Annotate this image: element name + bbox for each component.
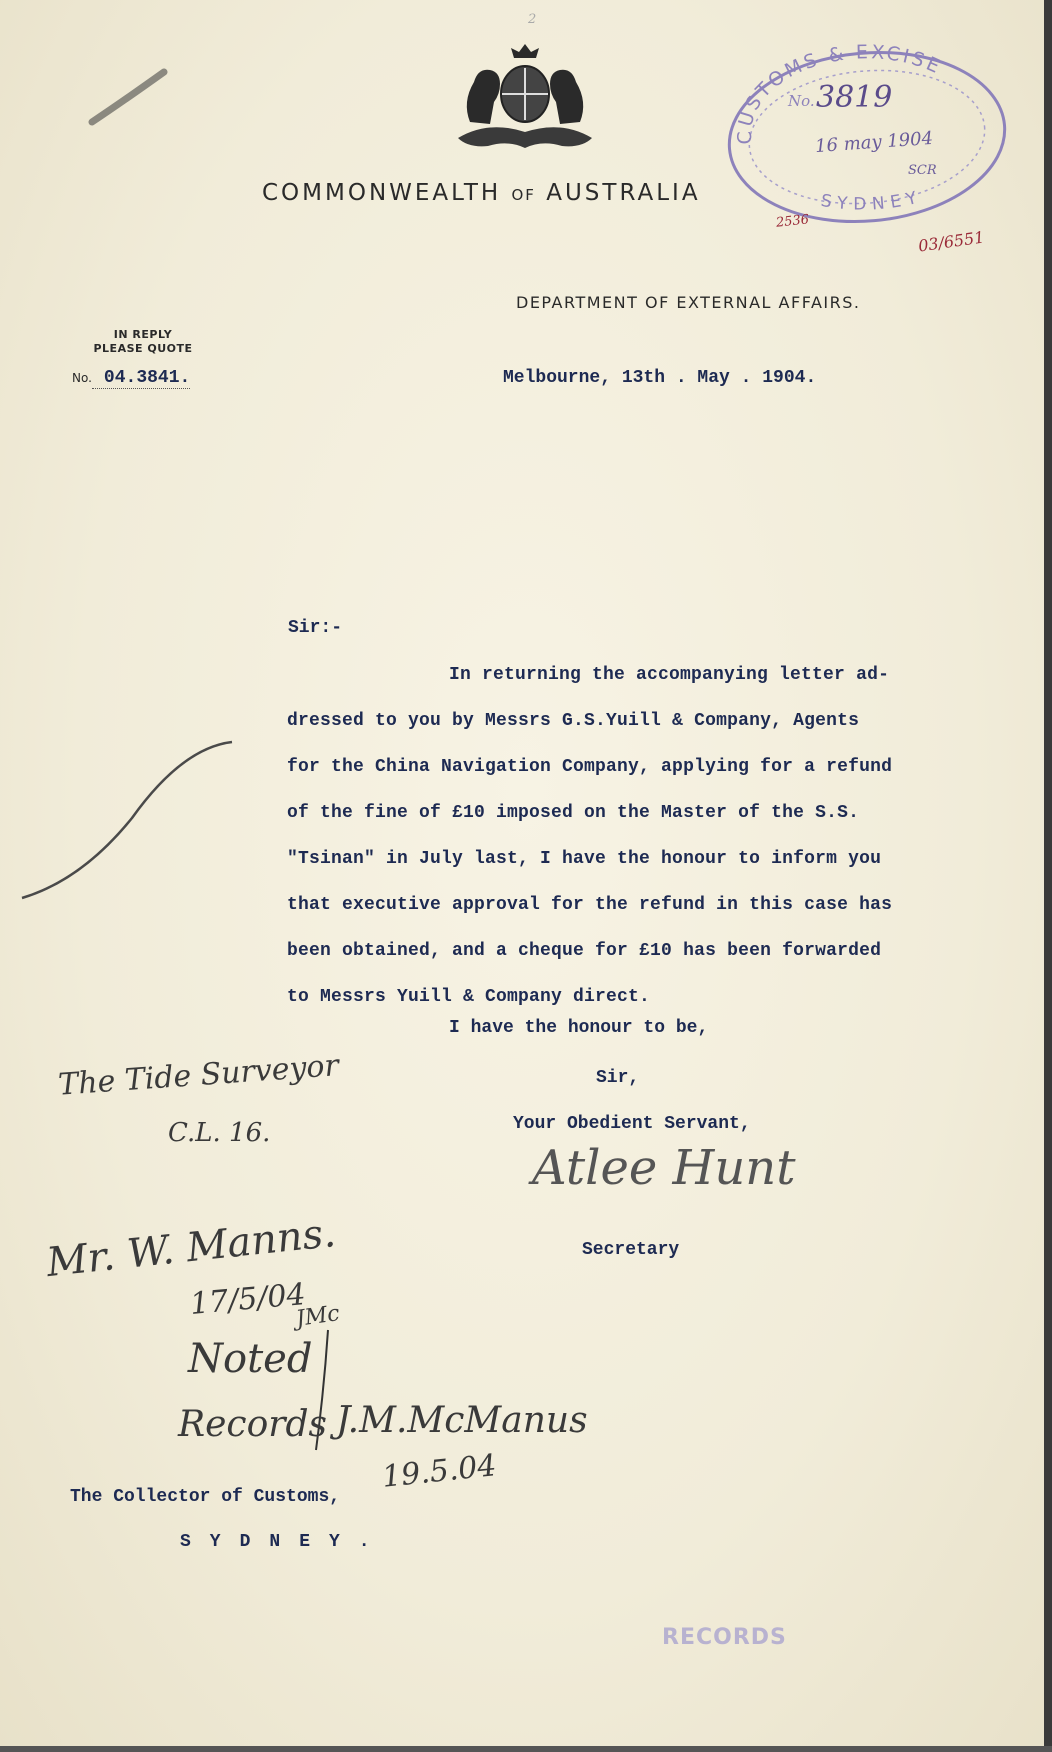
reply-line-1: IN REPLY [113,328,173,341]
closing-sir: Sir, [596,1068,640,1088]
stamp-no-label: No. [788,92,815,110]
note-records-date: 19.5.04 [380,1448,499,1495]
note-initials: JMc [294,1301,342,1332]
body-line: dressed to you by Messrs G.S.Yuill & Company, Agents [287,711,860,731]
filed-reference: 03/6551 [917,227,986,256]
body-line: that executive approval for the refund in this case has [287,895,893,915]
note-tide-surveyor-sub: C.L. 16. [168,1118,271,1148]
note-records-signature: J.M.McManus [336,1400,588,1441]
stamp-bottom-text: SYDNEY [819,186,925,215]
margin-reference: 2536 [775,212,810,231]
top-mark: 2 [528,12,537,27]
reference-no-value: 04.3841. [92,368,190,389]
stamp-top-text: CUSTOMS & EXCISE [733,44,946,145]
note-mr-manns: Mr. W. Manns. [44,1209,338,1287]
signature: Atlee Hunt [532,1140,796,1196]
note-noted: Noted [188,1336,313,1382]
body-line: been obtained, and a cheque for £10 has been forwarded [287,941,882,961]
reference-number [72,368,190,388]
body-line: of the fine of £10 imposed on the Master of the S.S. [287,803,860,823]
body-line: In returning the accompanying letter ad- [449,665,890,685]
addressee-line-1: The Collector of Customs, [70,1487,341,1507]
body-line: for the China Navigation Company, applying for a refund [287,757,893,777]
letterhead-title: COMMONWEALTH OF AUSTRALIA [262,180,701,206]
addressee-city: SYDNEY. [180,1532,389,1552]
body-line: to Messrs Yuill & Company direct. [287,987,651,1007]
stamp-number: 3819 [816,80,893,115]
reply-instruction [88,328,198,356]
salutation: Sir:- [288,618,343,638]
svg-text:SYDNEY [819,187,924,215]
coat-of-arms-icon [450,42,600,152]
reference-no-label: No. [72,371,92,385]
dateline: Melbourne, 13th . May . 1904. [503,368,817,388]
closing-servant: Your Obedient Servant, [513,1114,751,1134]
closing-honour: I have the honour to be, [449,1018,709,1038]
note-tide-surveyor: The Tide Surveyor [57,1048,340,1103]
closing-title: Secretary [582,1240,680,1260]
records-stamp: RECORDS [662,1625,787,1650]
note-records: Records [178,1404,327,1445]
letterhead-of: OF [511,186,536,204]
letter-body [287,652,1047,1020]
note-date: 17/5/04 [188,1277,307,1322]
stamp-initials: SCR [908,163,937,178]
scan-edge-bottom [0,1746,1052,1752]
department-name: DEPARTMENT OF EXTERNAL AFFAIRS. [516,293,861,312]
stamp-date: 16 may 1904 [814,127,934,158]
reply-line-2: PLEASE QUOTE [93,342,193,355]
body-line: "Tsinan" in July last, I have the honour to inform you [287,849,882,869]
